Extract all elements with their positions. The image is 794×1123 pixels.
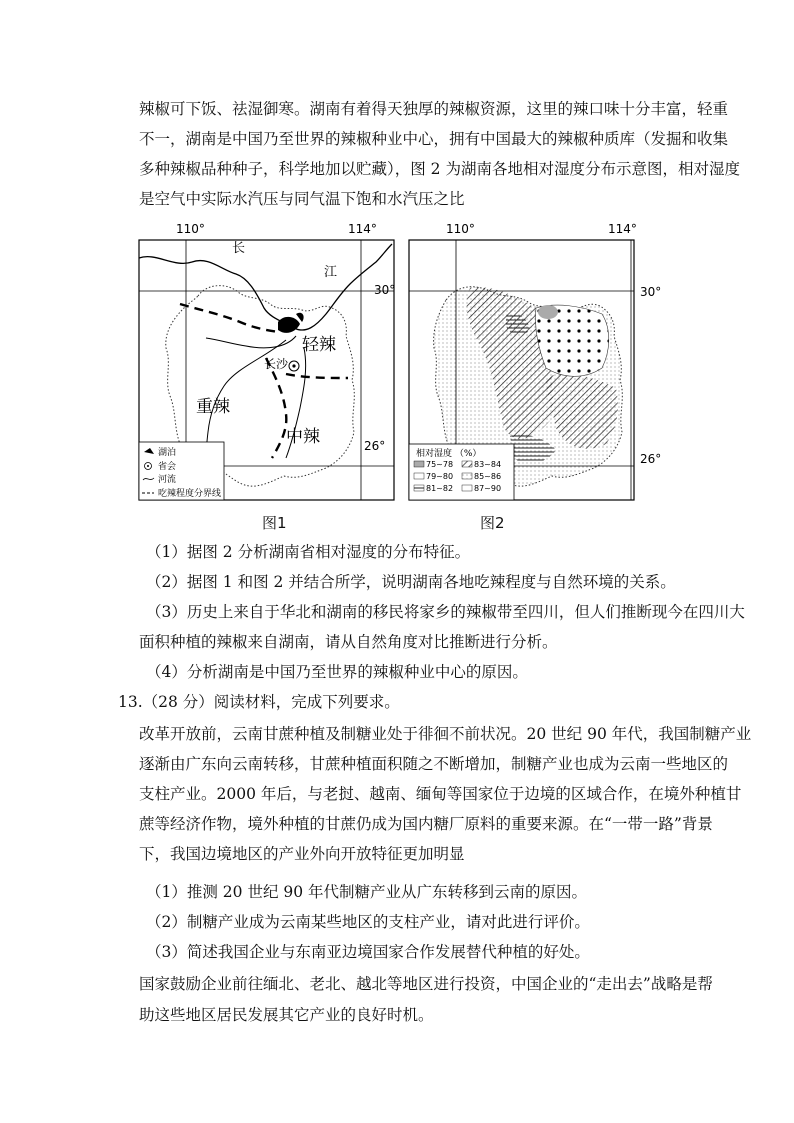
intro-line: 多种辣椒品种种子，科学地加以贮藏），图 2 为湖南各地相对湿度分布示意图，相对湿度: [139, 160, 740, 178]
answer-line: 国家鼓励企业前往缅北、老北、越北等地区进行投资，中国企业的“走出去”战略是帮: [139, 975, 713, 993]
lat-label: 26°: [640, 452, 662, 466]
legend-label: 吃辣程度分界线: [158, 489, 222, 499]
legend-swatch: [414, 461, 424, 467]
lat-label: 26°: [364, 439, 386, 453]
zone-label: 中辣: [286, 427, 320, 447]
legend-label: 83~84: [474, 460, 502, 469]
capital-icon-dot: [147, 465, 149, 467]
question-13-header: 13.（28 分）阅读材料，完成下列要求。: [118, 693, 400, 711]
legend-label: 87~90: [474, 484, 502, 493]
legend-label: 79~80: [426, 472, 454, 481]
figure1-caption: 图1: [262, 514, 287, 532]
figure2-map: [406, 218, 676, 518]
lat-label: 30°: [640, 285, 662, 299]
question-item: 面积种植的辣椒来自湖南，请从自然角度对比推断进行分析。: [139, 633, 558, 651]
figure1-map: [136, 218, 396, 518]
legend-title: 相对湿度 （%）: [416, 449, 482, 459]
question-item: （2）据图 1 和图 2 并结合所学，说明湖南各地吃辣程度与自然环境的关系。: [146, 573, 676, 591]
legend-swatch: [414, 473, 424, 479]
legend-label: 81~82: [426, 484, 454, 493]
legend-label: 河流: [158, 475, 177, 485]
legend-swatch: [462, 485, 472, 491]
zone-label: 轻辣: [302, 335, 336, 355]
question-item: （2）制糖产业成为云南某些地区的支柱产业，请对此进行评价。: [146, 913, 590, 931]
question-item: （3）简述我国企业与东南亚边境国家合作发展替代种植的好处。: [146, 943, 590, 961]
city-label: 长沙: [264, 357, 289, 371]
humidity-zone-75-78: [538, 305, 558, 319]
lon-label: 114°: [608, 222, 637, 236]
lat-label: 30°: [374, 283, 396, 297]
question-item: （3）历史上来自于华北和湖南的移民将家乡的辣椒带至四川，但人们推断现今在四川大: [146, 603, 745, 621]
legend-label: 省会: [158, 462, 177, 472]
intro-line: 不一，湖南是中国乃至世界的辣椒种业中心，拥有中国最大的辣椒种质库（发掘和收集: [139, 130, 729, 148]
fig1-lat-label-30: [372, 280, 408, 300]
lon-label: 110°: [176, 222, 205, 236]
lon-label: 114°: [348, 222, 377, 236]
legend-label: 湖泊: [158, 448, 177, 458]
question-item: （1）推测 20 世纪 90 年代制糖产业从广东转移到云南的原因。: [146, 883, 588, 901]
figure2-caption: 图2: [480, 514, 505, 532]
question-item: （1）据图 2 分析湖南省相对湿度的分布特征。: [146, 543, 471, 561]
intro-line: 辣椒可下饭、祛湿御寒。湖南有着得天独厚的辣椒资源，这里的辣口味十分丰富，轻重: [139, 100, 729, 118]
legend-swatch: [462, 461, 472, 467]
answer-line: 助这些地区居民发展其它产业的良好时机。: [139, 1006, 434, 1024]
legend-swatch: [462, 473, 472, 479]
material-line: 蔗等经济作物，境外种植的甘蔗仍成为国内糖厂原料的重要来源。在“一带一路”背景: [139, 815, 713, 833]
capital-dot: [292, 364, 295, 367]
legend-label: 85~86: [474, 472, 502, 481]
material-line: 逐渐由广东向云南转移，甘蔗种植面积随之不断增加，制糖产业也成为云南一些地区的: [139, 755, 729, 773]
legend-label: 75~78: [426, 460, 454, 469]
question-item: （4）分析湖南是中国乃至世界的辣椒种业中心的原因。: [146, 663, 528, 681]
intro-line: 是空气中实际水汽压与同气温下饱和水汽压之比: [139, 190, 465, 208]
material-line: 改革开放前，云南甘蔗种植及制糖业处于徘徊不前状况。20 世纪 90 年代，我国制糖产业: [139, 725, 752, 743]
material-line: 下，我国边境地区的产业外向开放特征更加明显: [139, 845, 465, 863]
material-line: 支柱产业。2000 年后，与老挝、越南、缅甸等国家位于边境的区域合作，在境外种植甘: [139, 785, 742, 803]
river-label: 江: [324, 265, 338, 280]
lon-label: 110°: [446, 222, 475, 236]
zone-label: 重辣: [196, 397, 230, 417]
river-label: 长: [232, 241, 246, 256]
legend-swatch: [414, 485, 424, 491]
